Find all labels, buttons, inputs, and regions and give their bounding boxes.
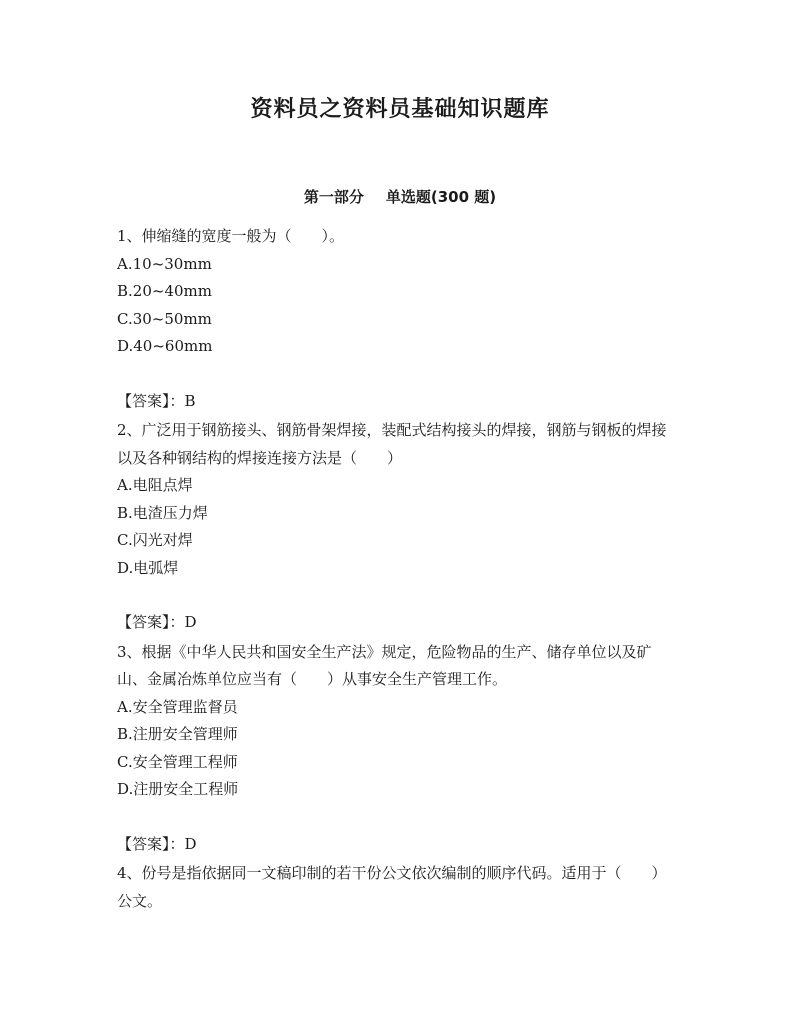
answer-value: D bbox=[184, 613, 197, 631]
document-title: 资料员之资料员基础知识题库 bbox=[250, 97, 550, 122]
question-3 bbox=[117, 639, 677, 859]
option-c: C.安全管理工程师 bbox=[117, 752, 238, 771]
answer-line bbox=[117, 831, 677, 859]
option-c: C.30~50mm bbox=[117, 309, 212, 328]
section-name: 单选题(300 题) bbox=[385, 188, 497, 206]
option-d: D.电弧焊 bbox=[117, 558, 179, 577]
question-stem: 4、份号是指依据同一文稿印制的若干份公文依次编制的顺序代码。适用于（ ）公文。 bbox=[117, 864, 667, 910]
answer-label: 【答案】： bbox=[117, 613, 185, 631]
answer-line bbox=[117, 388, 677, 416]
section-heading bbox=[0, 186, 800, 207]
option-d: D.注册安全工程师 bbox=[117, 780, 239, 798]
answer-value: B bbox=[184, 391, 196, 410]
question-1 bbox=[117, 223, 677, 415]
answer-line bbox=[117, 609, 677, 637]
option-b: B.注册安全管理师 bbox=[117, 725, 238, 743]
option-b: B.20~40mm bbox=[117, 282, 212, 300]
answer-label: 【答案】： bbox=[117, 834, 185, 853]
answer-value: D bbox=[184, 834, 197, 853]
question-stem: 2、广泛用于钢筋接头、钢筋骨架焊接，装配式结构接头的焊接，钢筋与钢板的焊接以及各种钢结构的焊接连接方法是（ ） bbox=[117, 421, 667, 467]
question-list bbox=[117, 223, 677, 915]
section-part: 第一部分 bbox=[303, 188, 364, 206]
answer-label: 【答案】： bbox=[117, 391, 185, 410]
option-c: C.闪光对焊 bbox=[117, 531, 193, 549]
option-d: D.40~60mm bbox=[117, 337, 213, 355]
option-a: A.安全管理监督员 bbox=[117, 697, 238, 716]
question-stem: 3、根据《中华人民共和国安全生产法》规定，危险物品的生产、储存单位以及矿山、金属冶炼单位应当有（ ）从事安全生产管理工作。 bbox=[117, 642, 652, 688]
question-2 bbox=[117, 417, 677, 637]
question-stem: 1、伸缩缝的宽度一般为（ ）。 bbox=[117, 227, 345, 245]
option-a: A.10~30mm bbox=[117, 254, 212, 273]
question-4 bbox=[117, 860, 677, 915]
option-b: B.电渣压力焊 bbox=[117, 503, 208, 522]
option-a: A.电阻点焊 bbox=[117, 476, 193, 494]
